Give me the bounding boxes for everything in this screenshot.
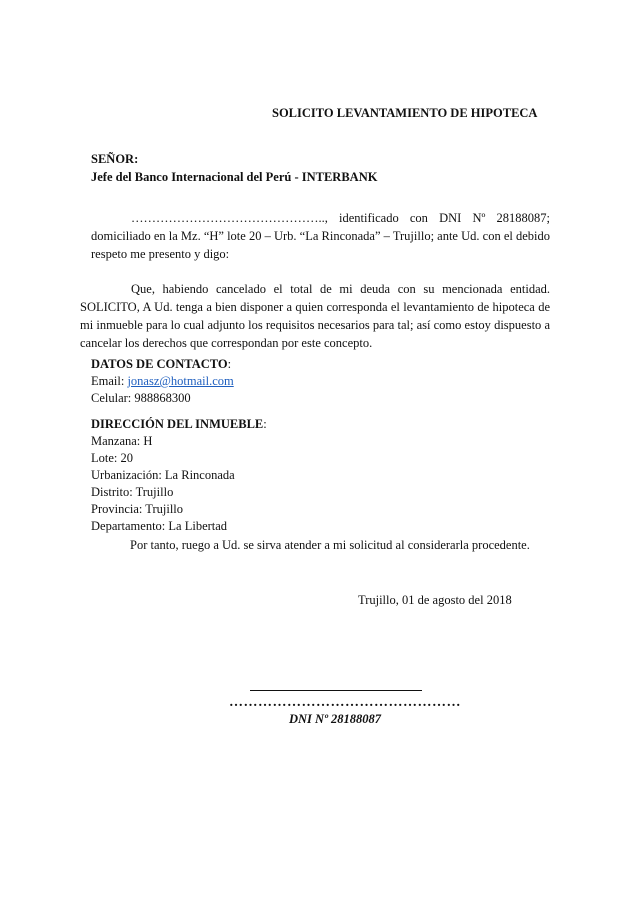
- signature-line: [250, 690, 422, 691]
- phone-line: Celular: 988868300: [91, 391, 191, 405]
- address-line-distrito: Distrito: Trujillo: [91, 485, 174, 499]
- address-line-departamento: Departamento: La Libertad: [91, 519, 228, 533]
- contact-heading: DATOS DE CONTACTO: [91, 357, 228, 371]
- email-link[interactable]: jonasz@hotmail.com: [127, 374, 234, 388]
- address-line-urbanizacion: Urbanización: La Rinconada: [91, 468, 235, 482]
- signature-dni: DNI Nº 28188087: [289, 712, 381, 726]
- address-line-lote: Lote: 20: [91, 451, 134, 465]
- intro-paragraph: [91, 209, 550, 263]
- place-and-date: Trujillo, 01 de agosto del 2018: [358, 593, 512, 607]
- request-paragraph: [80, 280, 550, 352]
- intro-paragraph-text: ……………………………………….., identificado con DNI Nº 28188087; domiciliado en la Mz. “H” lote 20 – Urb. “La Rinconada” – Trujillo; ante Ud. con el debido respeto me presento y digo:: [91, 211, 550, 261]
- closing-sentence: Por tanto, ruego a Ud. se sirva atender a mi solicitud al considerarla procedente.: [130, 538, 530, 552]
- email-label: Email:: [91, 374, 125, 388]
- signature-name-placeholder: …………………………………………: [229, 695, 461, 710]
- property-address-section: DIRECCIÓN DEL INMUEBLE: Manzana: H Lote: 20 Urbanización: La Rinconada Distrito: Trujillo Provincia: Trujillo Departamento: La Libertad: [91, 417, 267, 533]
- email-line: [91, 373, 234, 390]
- address-heading: DIRECCIÓN DEL INMUEBLE: [91, 417, 264, 431]
- address-line-manzana: Manzana: H: [91, 434, 153, 448]
- address-line-provincia: Provincia: Trujillo: [91, 502, 184, 516]
- document-title: SOLICITO LEVANTAMIENTO DE HIPOTECA: [272, 106, 538, 120]
- salutation-line-2: Jefe del Banco Internacional del Perú - INTERBANK: [91, 170, 378, 184]
- salutation: [91, 150, 377, 186]
- salutation-line-1: SEÑOR:: [91, 152, 139, 166]
- request-paragraph-text: Que, habiendo cancelado el total de mi deuda con su mencionada entidad. SOLICITO, A Ud. tenga a bien disponer a quien corresponda el levantamiento de hipoteca de mi inmueble para lo cual adjunto los requisitos necesarios para tal; así como estoy dispuesto a cancelar los derechos que correspondan por este concepto.: [80, 282, 550, 350]
- contact-section: DATOS DE CONTACTO: Email: jonasz@hotmail.com Celular: 988868300: [91, 357, 234, 405]
